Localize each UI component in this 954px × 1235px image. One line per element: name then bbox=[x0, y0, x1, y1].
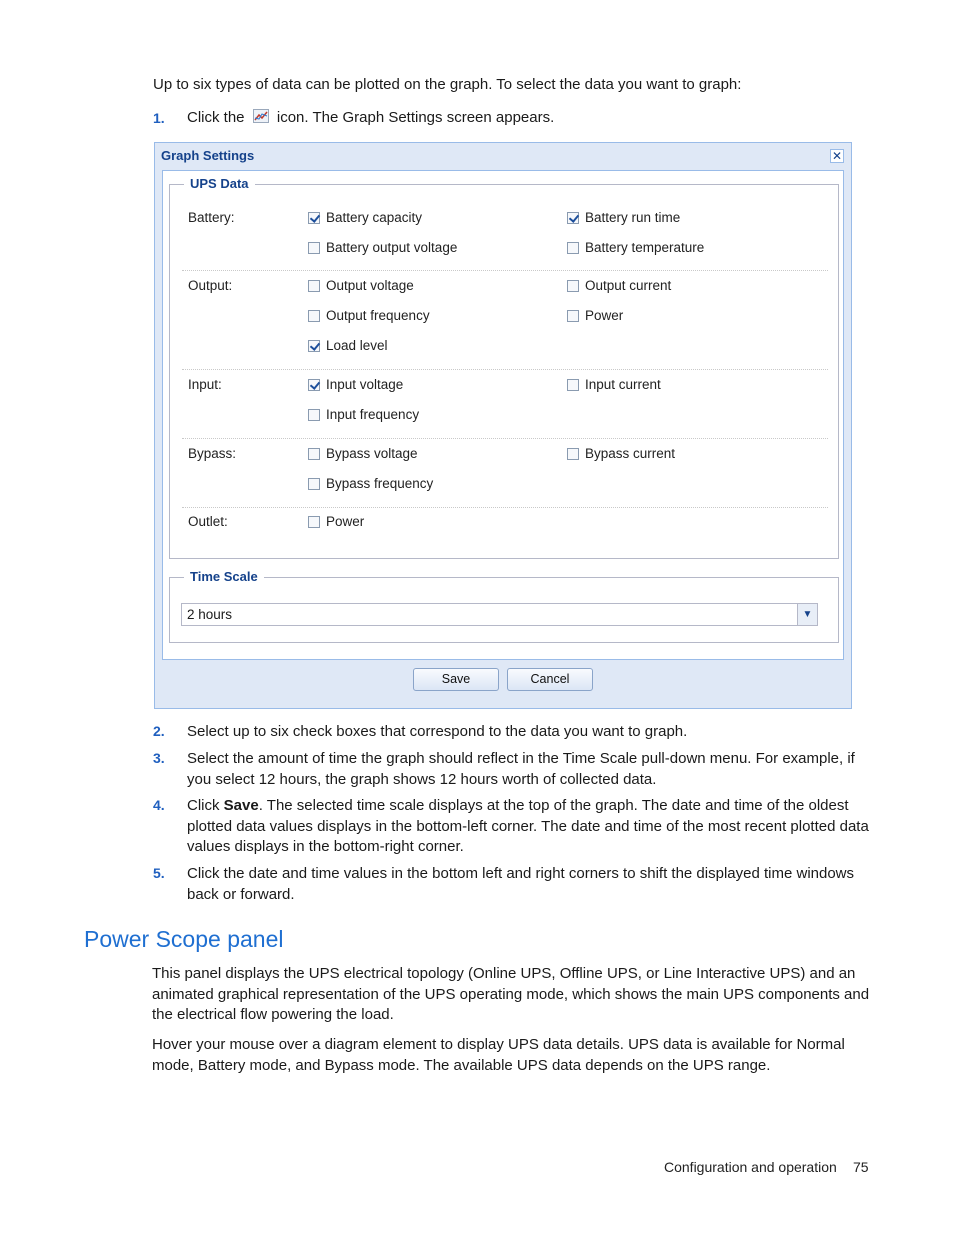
checkbox-label: Power bbox=[326, 514, 365, 529]
category-output: Output: bbox=[188, 278, 233, 293]
checkbox-label: Load level bbox=[326, 338, 388, 353]
checkbox-box[interactable] bbox=[567, 379, 579, 391]
page-number: 75 bbox=[853, 1159, 869, 1175]
checkbox-box[interactable] bbox=[308, 516, 320, 528]
checkbox-input-frequency[interactable] bbox=[308, 407, 419, 422]
checkbox-box[interactable] bbox=[567, 448, 579, 460]
close-icon[interactable]: ✕ bbox=[831, 149, 843, 163]
step-number: 3. bbox=[153, 750, 165, 766]
category-input: Input: bbox=[188, 377, 222, 392]
time-scale-legend: Time Scale bbox=[184, 569, 264, 584]
divider bbox=[182, 369, 828, 370]
checkbox-box[interactable] bbox=[567, 242, 579, 254]
category-bypass: Bypass: bbox=[188, 446, 237, 461]
checkbox-label: Bypass current bbox=[585, 446, 676, 461]
paragraph: This panel displays the UPS electrical topology (Online UPS, Offline UPS, or Line Interactive UPS) and an animated graphical representation of the UPS operating mode, which shows the main UPS components and the electrical flow powering the load. bbox=[152, 965, 870, 1023]
step-1-after: icon. The Graph Settings screen appears. bbox=[276, 109, 555, 126]
checkbox-label: Output current bbox=[585, 278, 672, 293]
checkbox-label: Input current bbox=[585, 377, 661, 392]
cancel-button[interactable]: Cancel bbox=[507, 668, 593, 691]
checkbox-battery-output-voltage[interactable] bbox=[308, 240, 457, 255]
ups-data-fieldset bbox=[169, 176, 839, 559]
checkbox-box[interactable] bbox=[567, 212, 579, 224]
step-1-text bbox=[187, 108, 877, 129]
graph-settings-icon bbox=[253, 109, 269, 123]
checkbox-box[interactable] bbox=[308, 212, 320, 224]
step-2-text: Select up to six check boxes that correspond to the data you want to graph. bbox=[187, 723, 688, 740]
divider bbox=[182, 438, 828, 439]
checkbox-box[interactable] bbox=[567, 310, 579, 322]
checkbox-box[interactable] bbox=[308, 478, 320, 490]
section-heading: Power Scope panel bbox=[84, 926, 284, 952]
time-scale-value: 2 hours bbox=[187, 607, 233, 622]
checkbox-output-voltage[interactable] bbox=[308, 278, 414, 293]
dialog-body bbox=[162, 170, 844, 660]
checkbox-battery-capacity[interactable] bbox=[308, 210, 422, 225]
checkbox-label: Power bbox=[585, 308, 624, 323]
step-4-pre: Click bbox=[187, 797, 224, 814]
checkbox-label: Battery run time bbox=[585, 210, 681, 225]
checkbox-label: Bypass frequency bbox=[326, 476, 434, 491]
checkbox-output-frequency[interactable] bbox=[308, 308, 430, 323]
step-number: 1. bbox=[153, 110, 165, 126]
save-button[interactable]: Save bbox=[413, 668, 499, 691]
checkbox-box[interactable] bbox=[308, 310, 320, 322]
step-1-before: Click the bbox=[187, 109, 245, 126]
paragraph: Hover your mouse over a diagram element to display UPS data details. UPS data is available for Normal mode, Battery mode, and Bypass mode. The available UPS data depends on the UPS range. bbox=[152, 1036, 845, 1074]
checkbox-output-power[interactable] bbox=[567, 308, 623, 323]
dialog-title: Graph Settings bbox=[161, 148, 255, 163]
checkbox-box[interactable] bbox=[308, 340, 320, 352]
checkbox-box[interactable] bbox=[308, 280, 320, 292]
checkbox-input-current[interactable] bbox=[567, 377, 661, 392]
divider bbox=[182, 270, 828, 271]
checkbox-battery-temperature[interactable] bbox=[567, 240, 704, 255]
step-4-bold: Save bbox=[223, 797, 259, 814]
checkbox-bypass-voltage[interactable] bbox=[308, 446, 418, 461]
time-scale-fieldset bbox=[169, 569, 839, 643]
checkbox-bypass-current[interactable] bbox=[567, 446, 675, 461]
checkbox-battery-run-time[interactable] bbox=[567, 210, 680, 225]
category-outlet: Outlet: bbox=[188, 514, 228, 529]
ups-data-legend: UPS Data bbox=[184, 176, 255, 191]
checkbox-load-level[interactable] bbox=[308, 338, 388, 353]
checkbox-box[interactable] bbox=[308, 409, 320, 421]
chevron-down-icon[interactable]: ▼ bbox=[797, 604, 817, 625]
step-4-text bbox=[187, 796, 877, 858]
checkbox-outlet-power[interactable] bbox=[308, 514, 364, 529]
checkbox-box[interactable] bbox=[308, 448, 320, 460]
checkbox-label: Input frequency bbox=[326, 407, 420, 422]
footer-text: Configuration and operation bbox=[664, 1159, 837, 1175]
checkbox-label: Bypass voltage bbox=[326, 446, 418, 461]
checkbox-input-voltage[interactable] bbox=[308, 377, 403, 392]
checkbox-label: Battery capacity bbox=[326, 210, 423, 225]
step-3-text: Select the amount of time the graph should reflect in the Time Scale pull-down menu. For example, if you select 12 hours, the graph shows 12 hours worth of collected data. bbox=[187, 750, 855, 788]
step-number: 2. bbox=[153, 723, 165, 739]
checkbox-output-current[interactable] bbox=[567, 278, 671, 293]
step-number: 5. bbox=[153, 865, 165, 881]
checkbox-box[interactable] bbox=[308, 242, 320, 254]
step-4-post: . The selected time scale displays at the top of the graph. The date and time of the oldest plotted data values displays in the bottom-left corner. The date and time of the most recent plotted data values displays in the bottom-right corner. bbox=[187, 797, 869, 855]
divider bbox=[182, 507, 828, 508]
step-5-text: Click the date and time values in the bottom left and right corners to shift the displayed time windows back or forward. bbox=[187, 865, 855, 903]
intro-text: Up to six types of data can be plotted on the graph. To select the data you want to graph: bbox=[153, 76, 742, 93]
step-number: 4. bbox=[153, 797, 165, 813]
checkbox-label: Input voltage bbox=[326, 377, 404, 392]
checkbox-box[interactable] bbox=[308, 379, 320, 391]
graph-settings-dialog bbox=[154, 142, 852, 709]
checkbox-bypass-frequency[interactable] bbox=[308, 476, 433, 491]
checkbox-label: Battery temperature bbox=[585, 240, 705, 255]
checkbox-label: Output frequency bbox=[326, 308, 430, 323]
category-battery: Battery: bbox=[188, 210, 235, 225]
checkbox-box[interactable] bbox=[567, 280, 579, 292]
checkbox-label: Output voltage bbox=[326, 278, 414, 293]
checkbox-label: Battery output voltage bbox=[326, 240, 458, 255]
time-scale-select[interactable] bbox=[181, 603, 818, 626]
